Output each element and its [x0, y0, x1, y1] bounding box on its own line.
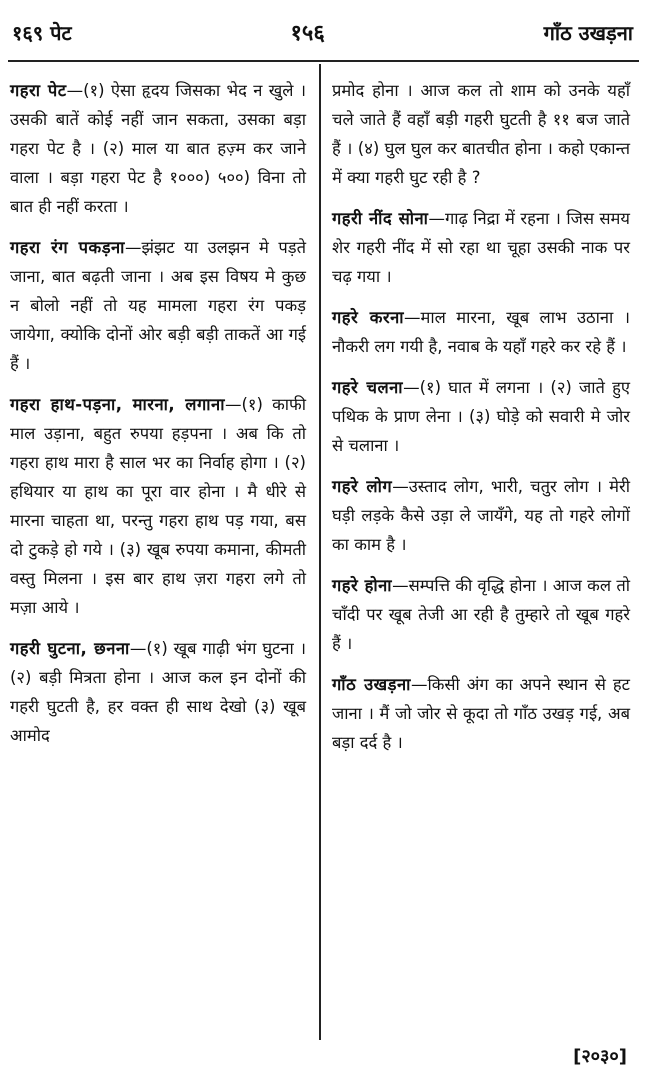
dictionary-entry — [332, 303, 630, 361]
entry-text: प्रमोद होना । आज कल तो शाम को उनके यहाँ चले जाते हैं वहाँ बड़ी गहरी घुटती है ११ बज जाते हैं । (४) घुल घुल कर बातचीत होना । कहो एकान्त में क्या गहरी घुट रही है ? — [332, 81, 630, 187]
entry-text: —माल मारना, खूब लाभ उठाना । नौकरी लग गयी है, नवाब के यहाँ गहरे कर रहे हैं । — [332, 308, 630, 356]
dictionary-entry-continued — [332, 76, 630, 192]
entry-text: —(१) खूब गाढ़ी भंग घुटना । (२) बड़ी मित्रता होना । आज कल इन दोनों की गहरी घुटती है, हर वक्त ही साथ देखो (३) खूब आमोद — [10, 639, 306, 745]
entry-text: —(१) घात में लगना । (२) जाते हुए पथिक के प्राण लेना । (३) घोड़े को सवारी मे जोर से चलाना । — [332, 378, 631, 455]
entry-term: गाँठ उखड़ना — [332, 675, 411, 694]
dictionary-entry — [332, 571, 630, 658]
entry-term: गहरी नींद सोना — [332, 209, 429, 228]
entry-term: गहरा हाथ-पड़ना, मारना, लगाना — [10, 395, 225, 414]
page-header — [12, 8, 633, 56]
entry-text: —(१) काफी माल उड़ाना, बहुत रुपया हड़पना । अब कि तो गहरा हाथ मारा है साल भर का निर्वाह होगा । (२) हथियार या हाथ का पूरा वार होना । मै धीरे से मारना चाहता था, परन्तु गहरा हाथ पड़ गया, बस दो टुकड़े हो गये । (३) खूब रुपया कमाना, कीमती वस्तु मिलना । इस बार हाथ ज़रा गहरा लगे तो मज़ा आये । — [10, 395, 307, 617]
header-rule — [8, 60, 639, 62]
entry-term: गहरे होना — [332, 576, 393, 595]
dictionary-entry — [332, 373, 630, 460]
dictionary-entry — [332, 472, 630, 559]
footer-code: [२०३०] — [573, 1046, 627, 1067]
header-right: गाँठ उखड़ना — [543, 20, 633, 45]
right-column — [332, 76, 630, 769]
entry-term: गहरे करना — [332, 308, 405, 327]
dictionary-entry — [10, 233, 306, 378]
entry-term: गहरी घुटना, छनना — [10, 639, 130, 658]
entry-text: —(१) ऐसा हृदय जिसका भेद न खुले । उसकी बातें कोई नहीं जान सकता, उसका बड़ा गहरा पेट है । (२) माल या बात हज़्म कर जाने वाला । बड़ा गहरा पेट है १०००) ५००) विना तो बात ही नहीं करता । — [10, 81, 306, 216]
entry-text: —उस्ताद लोग, भारी, चतुर लोग । मेरी घड़ी लड़के कैसे उड़ा ले जायँगे, यह तो गहरे लोगों का काम है । — [332, 477, 631, 554]
entry-text: —गाढ़ निद्रा में रहना । जिस समय शेर गहरी नींद में सो रहा था चूहा उसकी नाक पर चढ़ गया । — [332, 209, 630, 286]
entry-text: —किसी अंग का अपने स्थान से हट जाना । मैं जो जोर से कूदा तो गाँठ उखड़ गई, अब बड़ा दर्द है । — [332, 675, 630, 752]
left-column — [10, 76, 306, 762]
dictionary-entry — [10, 390, 306, 622]
column-divider — [319, 64, 321, 1040]
entry-text: —सम्पत्ति की वृद्धि होना । आज कल तो चाँदी पर खूब तेजी आ रही है तुम्हारे तो खूब गहरे हैं । — [332, 576, 630, 653]
dictionary-entry — [10, 634, 306, 750]
entry-term: गहरा रंग पकड़ना — [10, 238, 125, 257]
entry-term: गहरे चलना — [332, 378, 404, 397]
entry-term: गहरा पेट — [10, 81, 67, 100]
entry-term: गहरे लोग — [332, 477, 393, 496]
dictionary-entry — [10, 76, 306, 221]
dictionary-entry — [332, 670, 630, 757]
dictionary-entry — [332, 204, 630, 291]
header-left: १६९ पेट — [12, 20, 72, 45]
page-number: १५६ — [290, 21, 325, 46]
entry-text: —झंझट या उलझन मे पड़ते जाना, बात बढ़ती जाना । अब इस विषय मे कुछ न बोलो नहीं तो यह मामला गहरा रंग पकड़ जायेगा, क्योकि दोनों ओर बड़ी बड़ी ताकतें आ गई हैं । — [10, 238, 307, 373]
